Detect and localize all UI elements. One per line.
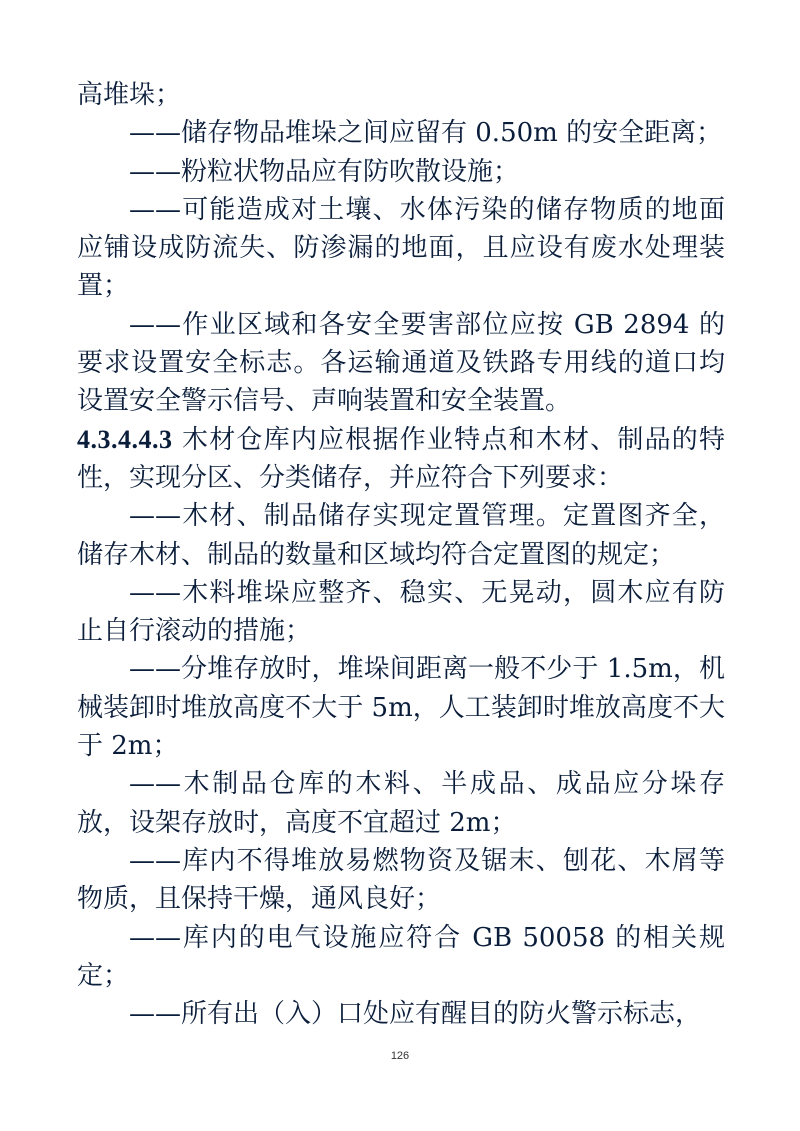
- document-body: [77, 76, 725, 1033]
- list-item: ——所有出（入）口处应有醒目的防火警示标志，: [129, 999, 702, 1030]
- clause-text: 木材仓库内应根据作业特点和木材、制品的特性，实现分区、分类储存，并应符合下列要求：: [77, 424, 725, 493]
- clause-paragraph: [77, 421, 725, 498]
- clause-number: 4.3.4.4.3: [77, 424, 173, 454]
- paragraph-continuation: 高堆垛；: [77, 80, 182, 110]
- list-item: ——木制品仓库的木料、半成品、成品应分垛存放，设架存放时，高度不宜超过 2m；: [77, 769, 725, 838]
- page-number: 126: [390, 1050, 410, 1062]
- list-item: ——库内不得堆放易燃物资及锯末、刨花、木屑等物质，且保持干燥，通风良好；: [77, 845, 725, 915]
- list-item: ——木材、制品储存实现定置管理。定置图齐全，储存木材、制品的数量和区域均符合定置图的规定；: [77, 501, 725, 570]
- list-item: ——库内的电气设施应符合 GB 50058 的相关规定；: [77, 922, 725, 991]
- list-item: ——作业区域和各安全要害部位应按 GB 2894 的要求设置安全标志。各运输通道及铁路专用线的道口均设置安全警示信号、声响装置和安全装置。: [77, 309, 725, 417]
- list-item: ——储存物品堆垛之间应留有 0.50m 的安全距离；: [129, 118, 723, 149]
- list-item: ——可能造成对土壤、水体污染的储存物质的地面应铺设成防流失、防渗漏的地面，且应设有废水处理装置；: [77, 194, 725, 302]
- list-item: ——木料堆垛应整齐、稳实、无晃动，圆木应有防止自行滚动的措施；: [77, 577, 725, 647]
- list-item: ——粉粒状物品应有防吹散设施；: [129, 156, 520, 187]
- list-item: ——分堆存放时，堆垛间距离一般不少于 1.5m，机械装卸时堆放高度不大于 5m，人工装卸时堆放高度不大于 2m；: [77, 654, 725, 762]
